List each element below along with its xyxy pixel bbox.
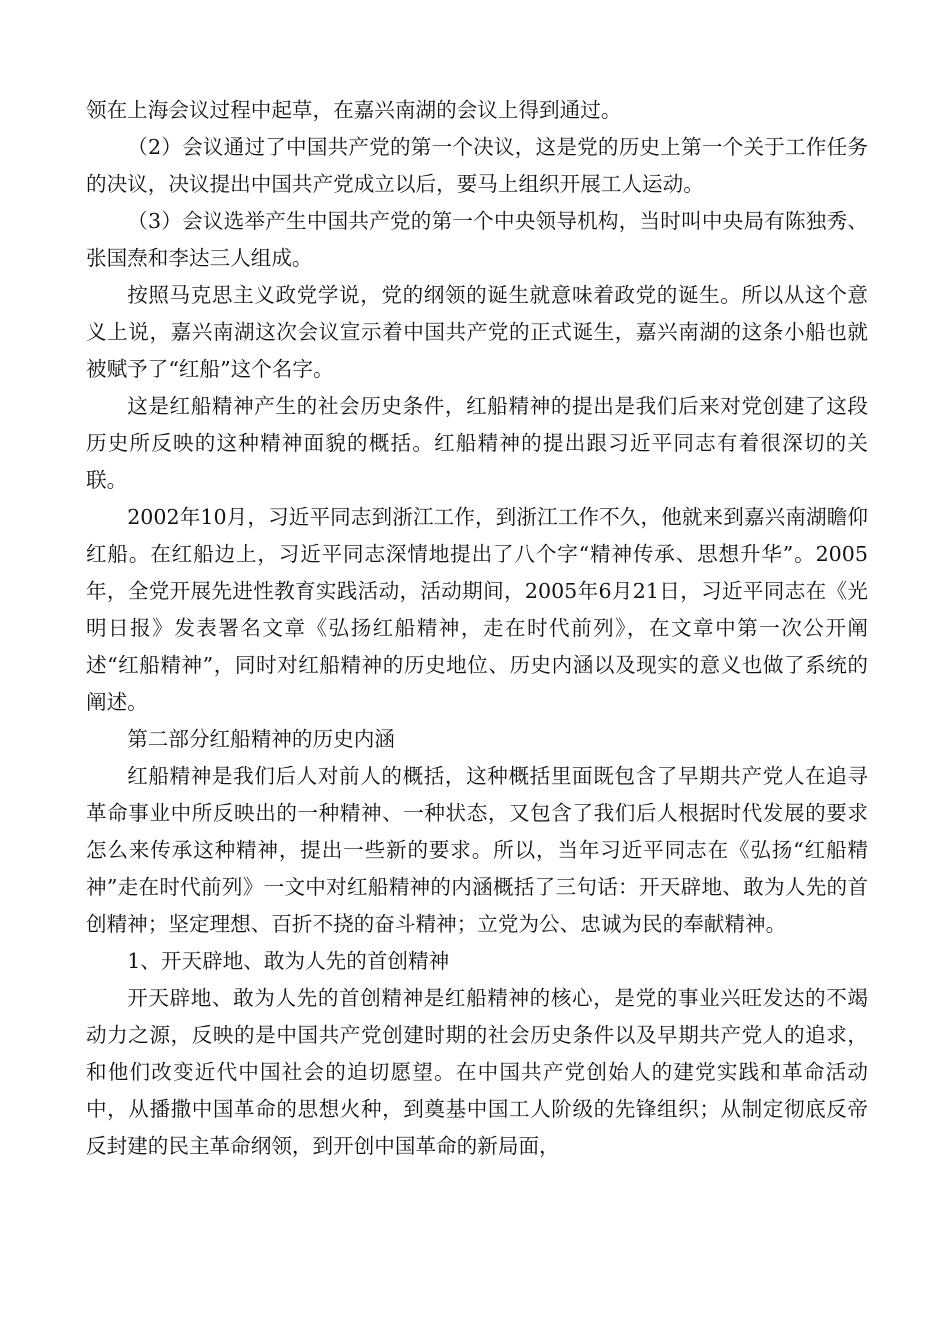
document-body xyxy=(86,92,868,1165)
subheading-pioneering-spirit: 1、开天辟地、敢为人先的首创精神 xyxy=(127,949,450,973)
paragraph-continued: 领在上海会议过程中起草，在嘉兴南湖的会议上得到通过。 xyxy=(86,98,622,122)
paragraph-spirit-summary: 红船精神是我们后人对前人的概括，这种概括里面既包含了早期共产党人在追寻革命事业中所反映出的一种精神、一种状态，又包含了我们后人根据时代发展的要求怎么来传承这种精神，提出一些新的要求。所以，当年习近平同志在《弘扬“红船精神”走在时代前列》一文中对红船精神的内涵概括了三句话：开天辟地、敢为人先的首创精神；坚定理想、百折不挠的奋斗精神；立党为公、忠诚为民的奉献精神。 xyxy=(86,764,868,936)
paragraph-2002-zhejiang: 2002年10月，习近平同志到浙江工作，到浙江工作不久，他就来到嘉兴南湖瞻仰红船。在红船边上，习近平同志深情地提出了八个字“精神传承、思想升华”。2005年，全党开展先进性教育实践活动，活动期间，2005年6月21日，习近平同志在《光明日报》发表署名文章《弘扬红船精神，走在时代前列》，在文章中第一次公开阐述“红船精神”，同时对红船精神的历史地位、历史内涵以及现实的意义也做了系统的阐述。 xyxy=(86,505,868,714)
paragraph-resolution: （2）会议通过了中国共产党的第一个决议，这是党的历史上第一个关于工作任务的决议，决议提出中国共产党成立以后，要马上组织开展工人运动。 xyxy=(86,135,868,196)
paragraph-historical-conditions: 这是红船精神产生的社会历史条件，红船精神的提出是我们后来对党创建了这段历史所反映的这种精神面貌的概括。红船精神的提出跟习近平同志有着很深切的关联。 xyxy=(86,394,868,492)
paragraph-pioneering-spirit: 开天辟地、敢为人先的首创精神是红船精神的核心，是党的事业兴旺发达的不竭动力之源，反映的是中国共产党创建时期的社会历史条件以及早期共产党人的追求，和他们改变近代中国社会的迫切愿望。在中国共产党创始人的建党实践和革命活动中，从播撒中国革命的思想火种，到奠基中国工人阶级的先锋组织；从制定彻底反帝反封建的民主革命纲领，到开创中国革命的新局面， xyxy=(86,986,868,1158)
paragraph-central-bureau: （3）会议选举产生中国共产党的第一个中央领导机构，当时叫中央局有陈独秀、张国焘和李达三人组成。 xyxy=(86,209,868,270)
paragraph-party-birth: 按照马克思主义政党学说，党的纲领的诞生就意味着政党的诞生。所以从这个意义上说，嘉兴南湖这次会议宣示着中国共产党的正式诞生，嘉兴南湖的这条小船也就被赋予了“红船”这个名字。 xyxy=(86,283,868,381)
section-heading-part-two: 第二部分红船精神的历史内涵 xyxy=(127,727,395,751)
